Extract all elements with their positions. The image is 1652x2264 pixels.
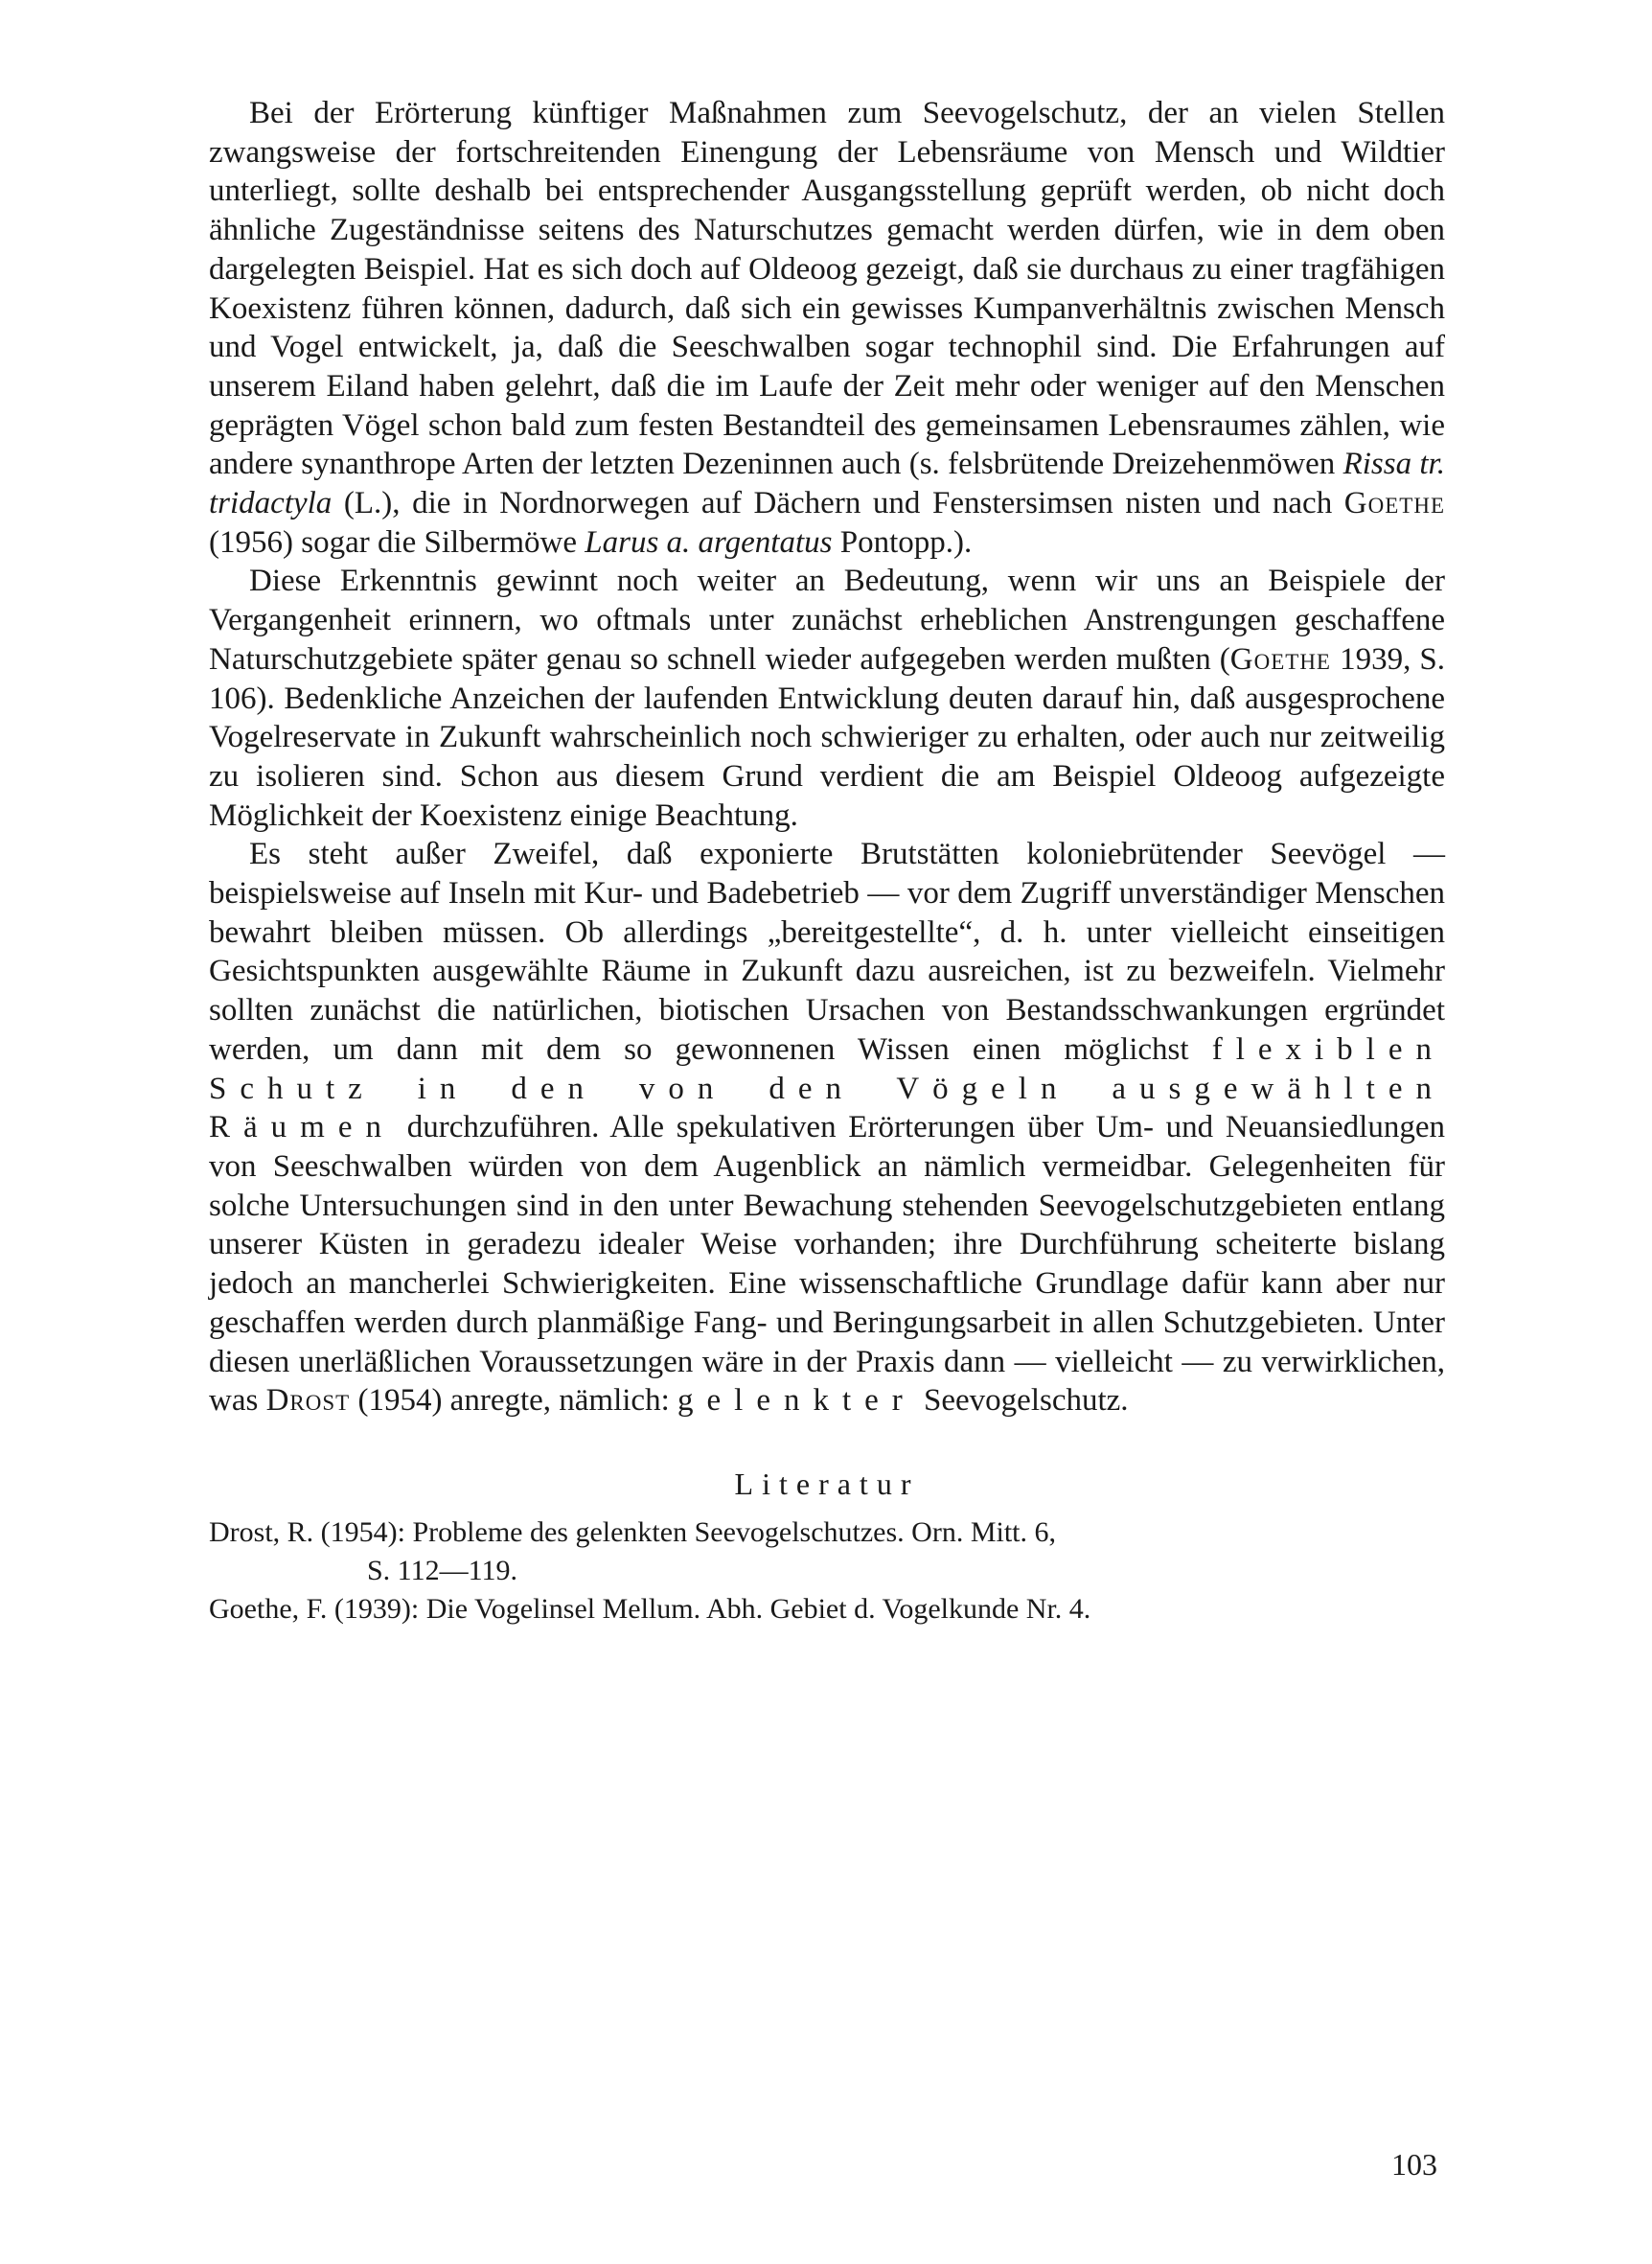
reference-drost-line-1: Drost, R. (1954): Probleme des gelenkten Seevogelschutzes. Orn. Mitt. 6, (209, 1515, 1057, 1548)
reference-goethe-line-1: Goethe, F. (1939): Die Vogelinsel Mellum. Abh. Gebiet d. Vogelkunde Nr. 4. (209, 1592, 1091, 1625)
paragraph-1-text-d: Pontopp.). (832, 524, 973, 560)
emphasis-gelenkter: gelenkter (677, 1383, 916, 1419)
page-number: 103 (1391, 2147, 1437, 2182)
paragraph-1-text-b: (L.), die in Nordnorwegen auf Dächern und Fenstersimsen nisten und nach (332, 486, 1344, 521)
paragraph-1 (209, 94, 1445, 562)
paragraph-3 (209, 835, 1445, 1421)
paragraph-3-text-b: durchzuführen. Alle spekulativen Erörterungen über Um- und Neuansiedlungen von Seeschwalben würden von dem Augenblick an nämlich vermeidbar. Gelegenheiten für solche Untersuchungen sind in den unter Bewachung stehenden Seevogelschutzgebieten entlang unserer Küsten in geradezu idealer Weise vorhanden; ihre Durchführung scheiterte bislang jedoch an mancherlei Schwierigkeiten. Eine wissenschaftliche Grundlage dafür kann aber nur geschaffen werden durch planmäßige Fang- und Beringungsarbeit in allen Schutzgebieten. Unter diesen unerläßlichen Voraussetzungen wäre in der Praxis dann — vielleicht — zu verwirklichen, was (209, 1110, 1445, 1419)
paragraph-2-text-b: 1939, S. 106). Bedenkliche Anzeichen der laufenden Entwicklung deuten darauf hin, daß ausgesprochene Vogelreservate in Zukunft wahrscheinlich noch schwieriger zu erhalten, oder auch nur zeitweilig zu isolieren sind. Schon aus diesem Grund verdient die am Beispiel Oldeoog aufgezeigte Möglichkeit der Koexistenz einige Beachtung. (209, 641, 1445, 833)
species-name-rissa: Rissa tr. tridactyla (209, 447, 1445, 521)
paragraph-1-text-c: (1956) sogar die Silbermöwe (209, 524, 585, 560)
reference-drost-line-2: S. 112—119. (367, 1554, 517, 1586)
author-goethe-1939: Goethe (1229, 641, 1331, 677)
page-body (209, 94, 1445, 1629)
paragraph-3-text-a: Es steht außer Zweifel, daß exponierte Brutstätten koloniebrütender Seevögel — beispielsweise auf Inseln mit Kur- und Badebetrieb — vor dem Zugriff unverständiger Menschen bewahrt bleiben müssen. Ob allerdings „bereitgestellte“, d. h. unter vielleicht einseitigen Gesichtspunkten ausgewählte Räume in Zukunft dazu ausreichen, ist zu bezweifeln. Vielmehr sollten zunächst die natürlichen, biotischen Ursachen von Bestandsschwankungen ergründet werden, um dann mit dem so gewonnenen Wissen einen möglichst (209, 837, 1445, 1067)
author-goethe-1956: Goethe (1343, 486, 1445, 521)
paragraph-3-text-d: Seevogelschutz. (915, 1383, 1129, 1419)
paragraph-2-text-a: Diese Erkenntnis gewinnt noch weiter an Bedeutung, wenn wir uns an Beispiele der Vergangenheit erinnern, wo oftmals unter zunächst erheblichen Anstrengungen geschaffene Naturschutzgebiete später genau so schnell wieder aufgegeben werden mußten ( (209, 564, 1445, 677)
species-name-larus: Larus a. argentatus (585, 524, 833, 560)
reference-drost (209, 1513, 1445, 1590)
author-drost: Drost (265, 1383, 351, 1419)
literature-heading: Literatur (734, 1466, 920, 1501)
paragraph-1-text-a: Bei der Erörterung künftiger Maßnahmen zum Seevogelschutz, der an vielen Stellen zwangsweise der fortschreitenden Einengung der Lebensräume von Mensch und Wildtier unterliegt, sollte deshalb bei entsprechender Ausgangsstellung geprüft werden, ob nicht doch ähnliche Zugeständnisse seitens des Naturschutzes gemacht werden dürfen, wie in dem oben dargelegten Beispiel. Hat es sich doch auf Oldeoog gezeigt, daß sie durchaus zu einer tragfähigen Koexistenz führen können, dadurch, daß sich ein gewisses Kumpanverhältnis zwischen Mensch und Vogel entwickelt, ja, daß die Seeschwalben sogar technophil sind. Die Erfahrungen auf unserem Eiland haben gelehrt, daß die im Laufe der Zeit mehr oder weniger auf den Menschen geprägten Vögel schon bald zum festen Bestandteil des gemeinsamen Lebensraumes zählen, wie andere synanthrope Arten der letzten Dezeninnen auch (s. felsbrütende Dreizehenmöwen (209, 96, 1445, 482)
emphasis-flexible-protection: flexiblen Schutz in den von den Vögeln ausgewählten Räumen (209, 1031, 1445, 1145)
paragraph-3-text-c: (1954) anregte, nämlich: (350, 1383, 677, 1419)
reference-goethe (209, 1590, 1445, 1629)
paragraph-2 (209, 562, 1445, 835)
